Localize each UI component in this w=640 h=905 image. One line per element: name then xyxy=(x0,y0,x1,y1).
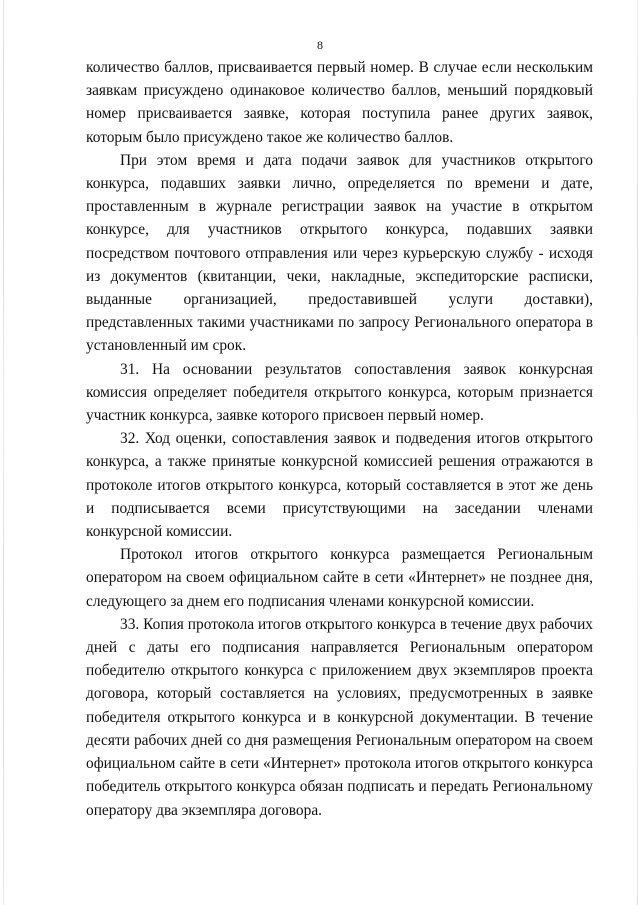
paragraph-submission-time: При этом время и дата подачи заявок для участников открытого конкурса, подавших заявки лично, определяется по времени и дате, проставленным в журнале регистрации заявок на участие в открытом конкурсе, для участников открытого конкурса, подавших заявки посредством почтового отправления или через курьерскую службу - исходя из документов (квитанции, чеки, накладные, экспедиторские расписки, выданные организацией, предоставившей услуги доставки), представленных такими участниками по запросу Регионального оператора в установленный им срок. xyxy=(86,151,593,355)
paragraph-33: 33. Копия протокола итогов открытого конкурса в течение двух рабочих дней с даты его подписания направляется Региональным оператором победителю открытого конкурса с приложением двух экземпляров проекта договора, который составляется на условиях, предусмотренных в заявке победителя открытого конкурса и в конкурсной документации. В течение десяти рабочих дней со дня размещения Региональным оператором на своем официальном сайте в сети «Интернет» протокола итогов открытого конкурса победитель открытого конкурса обязан подписать и передать Региональному оператору два экземпляра договора. xyxy=(86,615,593,819)
paragraph-continuation: количество баллов, присваивается первый номер. В случае если нескольким заявкам присуждено одинаковое количество баллов, меньший порядковый номер присваивается заявке, которая поступила ранее других заявок, которым было присуждено такое же количество баллов. xyxy=(86,59,593,146)
scan-edge-left xyxy=(3,0,4,905)
document-body xyxy=(86,56,593,822)
paragraph-32: 32. Ход оценки, сопоставления заявок и подведения итогов открытого конкурса, а также принятые конкурсной комиссией решения отражаются в протоколе итогов открытого конкурса, который составляется в этот же день и подписывается всеми присутствующими на заседании членами конкурсной комиссии. xyxy=(86,430,593,541)
page-number: 8 xyxy=(317,38,323,52)
paragraph-protocol-publication: Протокол итогов открытого конкурса размещается Региональным оператором на своем официальном сайте в сети «Интернет» не позднее дня, следующего за днем его подписания членами конкурсной комиссии. xyxy=(86,546,593,610)
paragraph-31: 31. На основании результатов сопоставления заявок конкурсная комиссия определяет победителя открытого конкурса, которым признается участник конкурса, заявке которого присвоен первый номер. xyxy=(86,360,593,425)
scan-edge-right xyxy=(637,0,638,905)
